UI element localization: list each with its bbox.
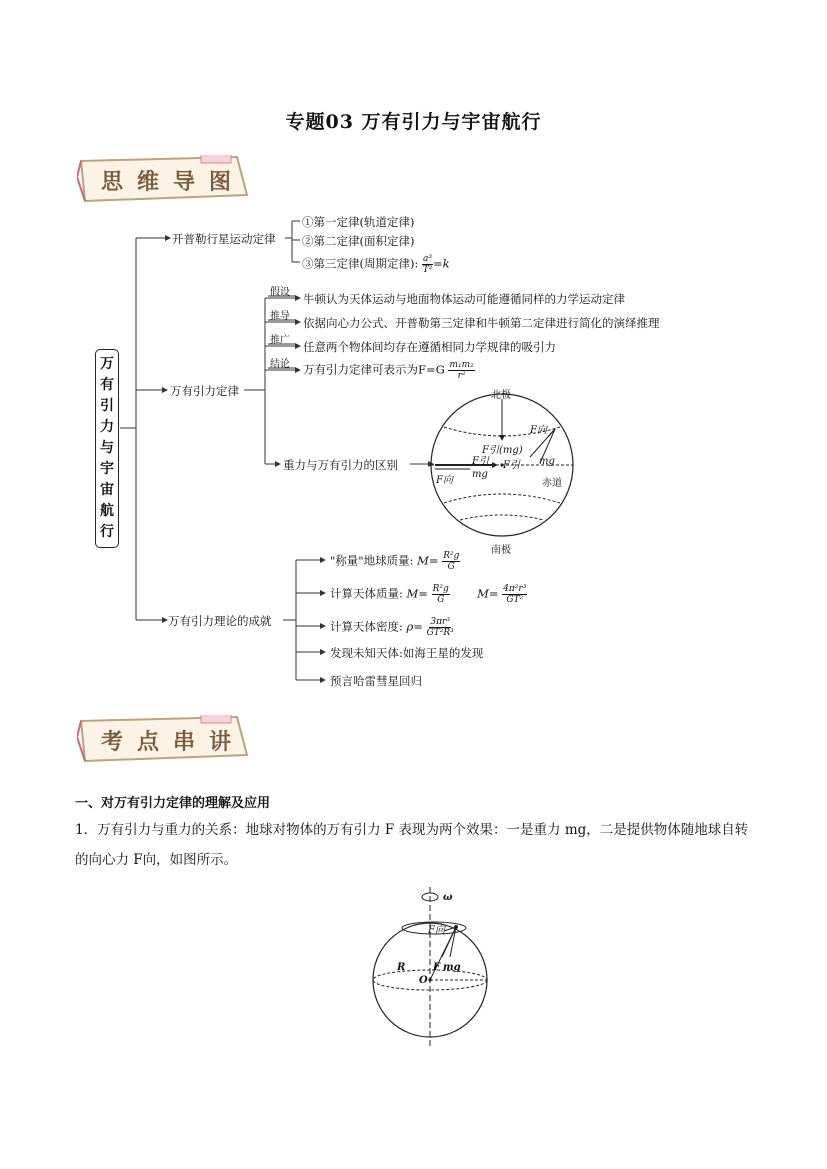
tag-derive: 推导 [270, 311, 290, 322]
gravity-conclude [303, 360, 475, 381]
gravity-num: m₁m₂ [449, 360, 474, 370]
ach-mass-text: 计算天体质量: [330, 586, 403, 601]
figure2-O: O [419, 975, 428, 986]
ach-mass-den1: G [437, 595, 445, 605]
figure2-mg: mg [443, 962, 461, 973]
kepler-law3-den: T² [422, 265, 433, 275]
ach-density [330, 617, 454, 638]
globe-south: 南极 [491, 545, 511, 556]
gravity-label: 万有引力定律 [170, 384, 239, 398]
keypoints-banner-text: 考点串讲 [101, 729, 246, 755]
mindmap-banner-text: 思维导图 [101, 169, 246, 195]
ach-discover: 发现未知天体:如海王星的发现 [330, 646, 484, 660]
globe-f-center-top: F向 [530, 425, 547, 436]
ach-mass-lhs2: M= [477, 586, 499, 601]
gravity-fraction [448, 360, 474, 381]
gravity-derive: 依据向心力公式、开普勒第三定律和牛顿第二定律进行简化的演绎推理 [303, 316, 660, 330]
ach-mass-frac2 [502, 584, 527, 605]
globe-mg2: mg [539, 456, 555, 467]
kepler-law3-text: ③第三定律(周期定律): [302, 256, 419, 271]
ach-density-den: GT²R³ [426, 628, 454, 638]
ach-weigh-frac [442, 551, 460, 572]
ach-weigh [330, 551, 460, 572]
ach-density-lhs: ρ= [406, 619, 423, 634]
ach-mass [330, 584, 527, 605]
tag-assume: 假设 [270, 287, 290, 298]
globe-mg1: mg [472, 469, 488, 480]
tag-conclude: 结论 [270, 359, 290, 370]
mindmap-root: 万有引力与宇宙航行 [95, 349, 119, 548]
ach-mass-den2: GT² [506, 595, 524, 605]
kepler-law3-num: a³ [423, 254, 432, 264]
section1-heading: 一、对万有引力定律的理解及应用 [75, 796, 271, 811]
kepler-law3-fraction [422, 254, 433, 275]
ach-weigh-den: G [447, 562, 455, 572]
figure2-F: F [433, 962, 441, 973]
globe-f-yin: F引 [472, 456, 489, 467]
section1-paragraph: 1．万有引力与重力的关系：地球对物体的万有引力 F 表现为两个效果：一是重力 mg，二是提供物体随地球自转的向心力 F向，如图所示。 [75, 822, 749, 868]
gravity-extend: 任意两个物体间均存在遵循相同力学规律的吸引力 [303, 340, 556, 354]
kepler-label: 开普勒行星运动定律 [172, 232, 276, 246]
tag-extend: 推广 [270, 335, 290, 346]
ach-mass-num1: R²g [432, 584, 449, 594]
ach-mass-lhs1: M= [406, 586, 428, 601]
globe-f-center-left: F向 [436, 475, 453, 486]
figure2-f-center: F向 [428, 925, 445, 936]
gravity-den: r² [457, 371, 466, 381]
page-title: 专题03 万有引力与宇宙航行 [285, 111, 542, 133]
globe-f-yin2: F引 [503, 460, 520, 471]
kepler-law2: ②第二定律(面积定律) [302, 234, 415, 248]
ach-weigh-text: "称量"地球质量: [330, 553, 414, 568]
gravity-difference: 重力与万有引力的区别 [283, 458, 398, 472]
ach-predict: 预言哈雷彗星回归 [330, 674, 422, 688]
gravity-conclude-text: 万有引力定律可表示为F=G [303, 362, 445, 377]
figure2-R: R [397, 962, 406, 973]
kepler-law3 [302, 254, 450, 275]
ach-density-frac [427, 617, 454, 638]
kepler-law1: ①第一定律(轨道定律) [302, 215, 415, 229]
ach-density-text: 计算天体密度: [330, 619, 403, 634]
ach-weigh-lhs: M= [417, 553, 439, 568]
achievements-label: 万有引力理论的成就 [168, 614, 272, 628]
ach-mass-frac1 [432, 584, 450, 605]
globe-north: 北极 [491, 390, 511, 401]
kepler-law3-rhs: =k [433, 256, 450, 271]
ach-weigh-num: R²g [443, 551, 460, 561]
ach-mass-num2: 4π²r³ [503, 584, 527, 594]
figure2-omega: ω [443, 892, 453, 903]
keypoints-banner [77, 715, 252, 763]
globe-equator: 赤道 [542, 478, 562, 489]
gravity-assume: 牛顿认为天体运动与地面物体运动可能遵循同样的力学运动定律 [303, 292, 625, 306]
ach-density-num: 3πr³ [430, 617, 450, 627]
globe-f-gravity-mg: F引(mg) [482, 445, 523, 456]
rotation-figure [360, 885, 500, 1050]
